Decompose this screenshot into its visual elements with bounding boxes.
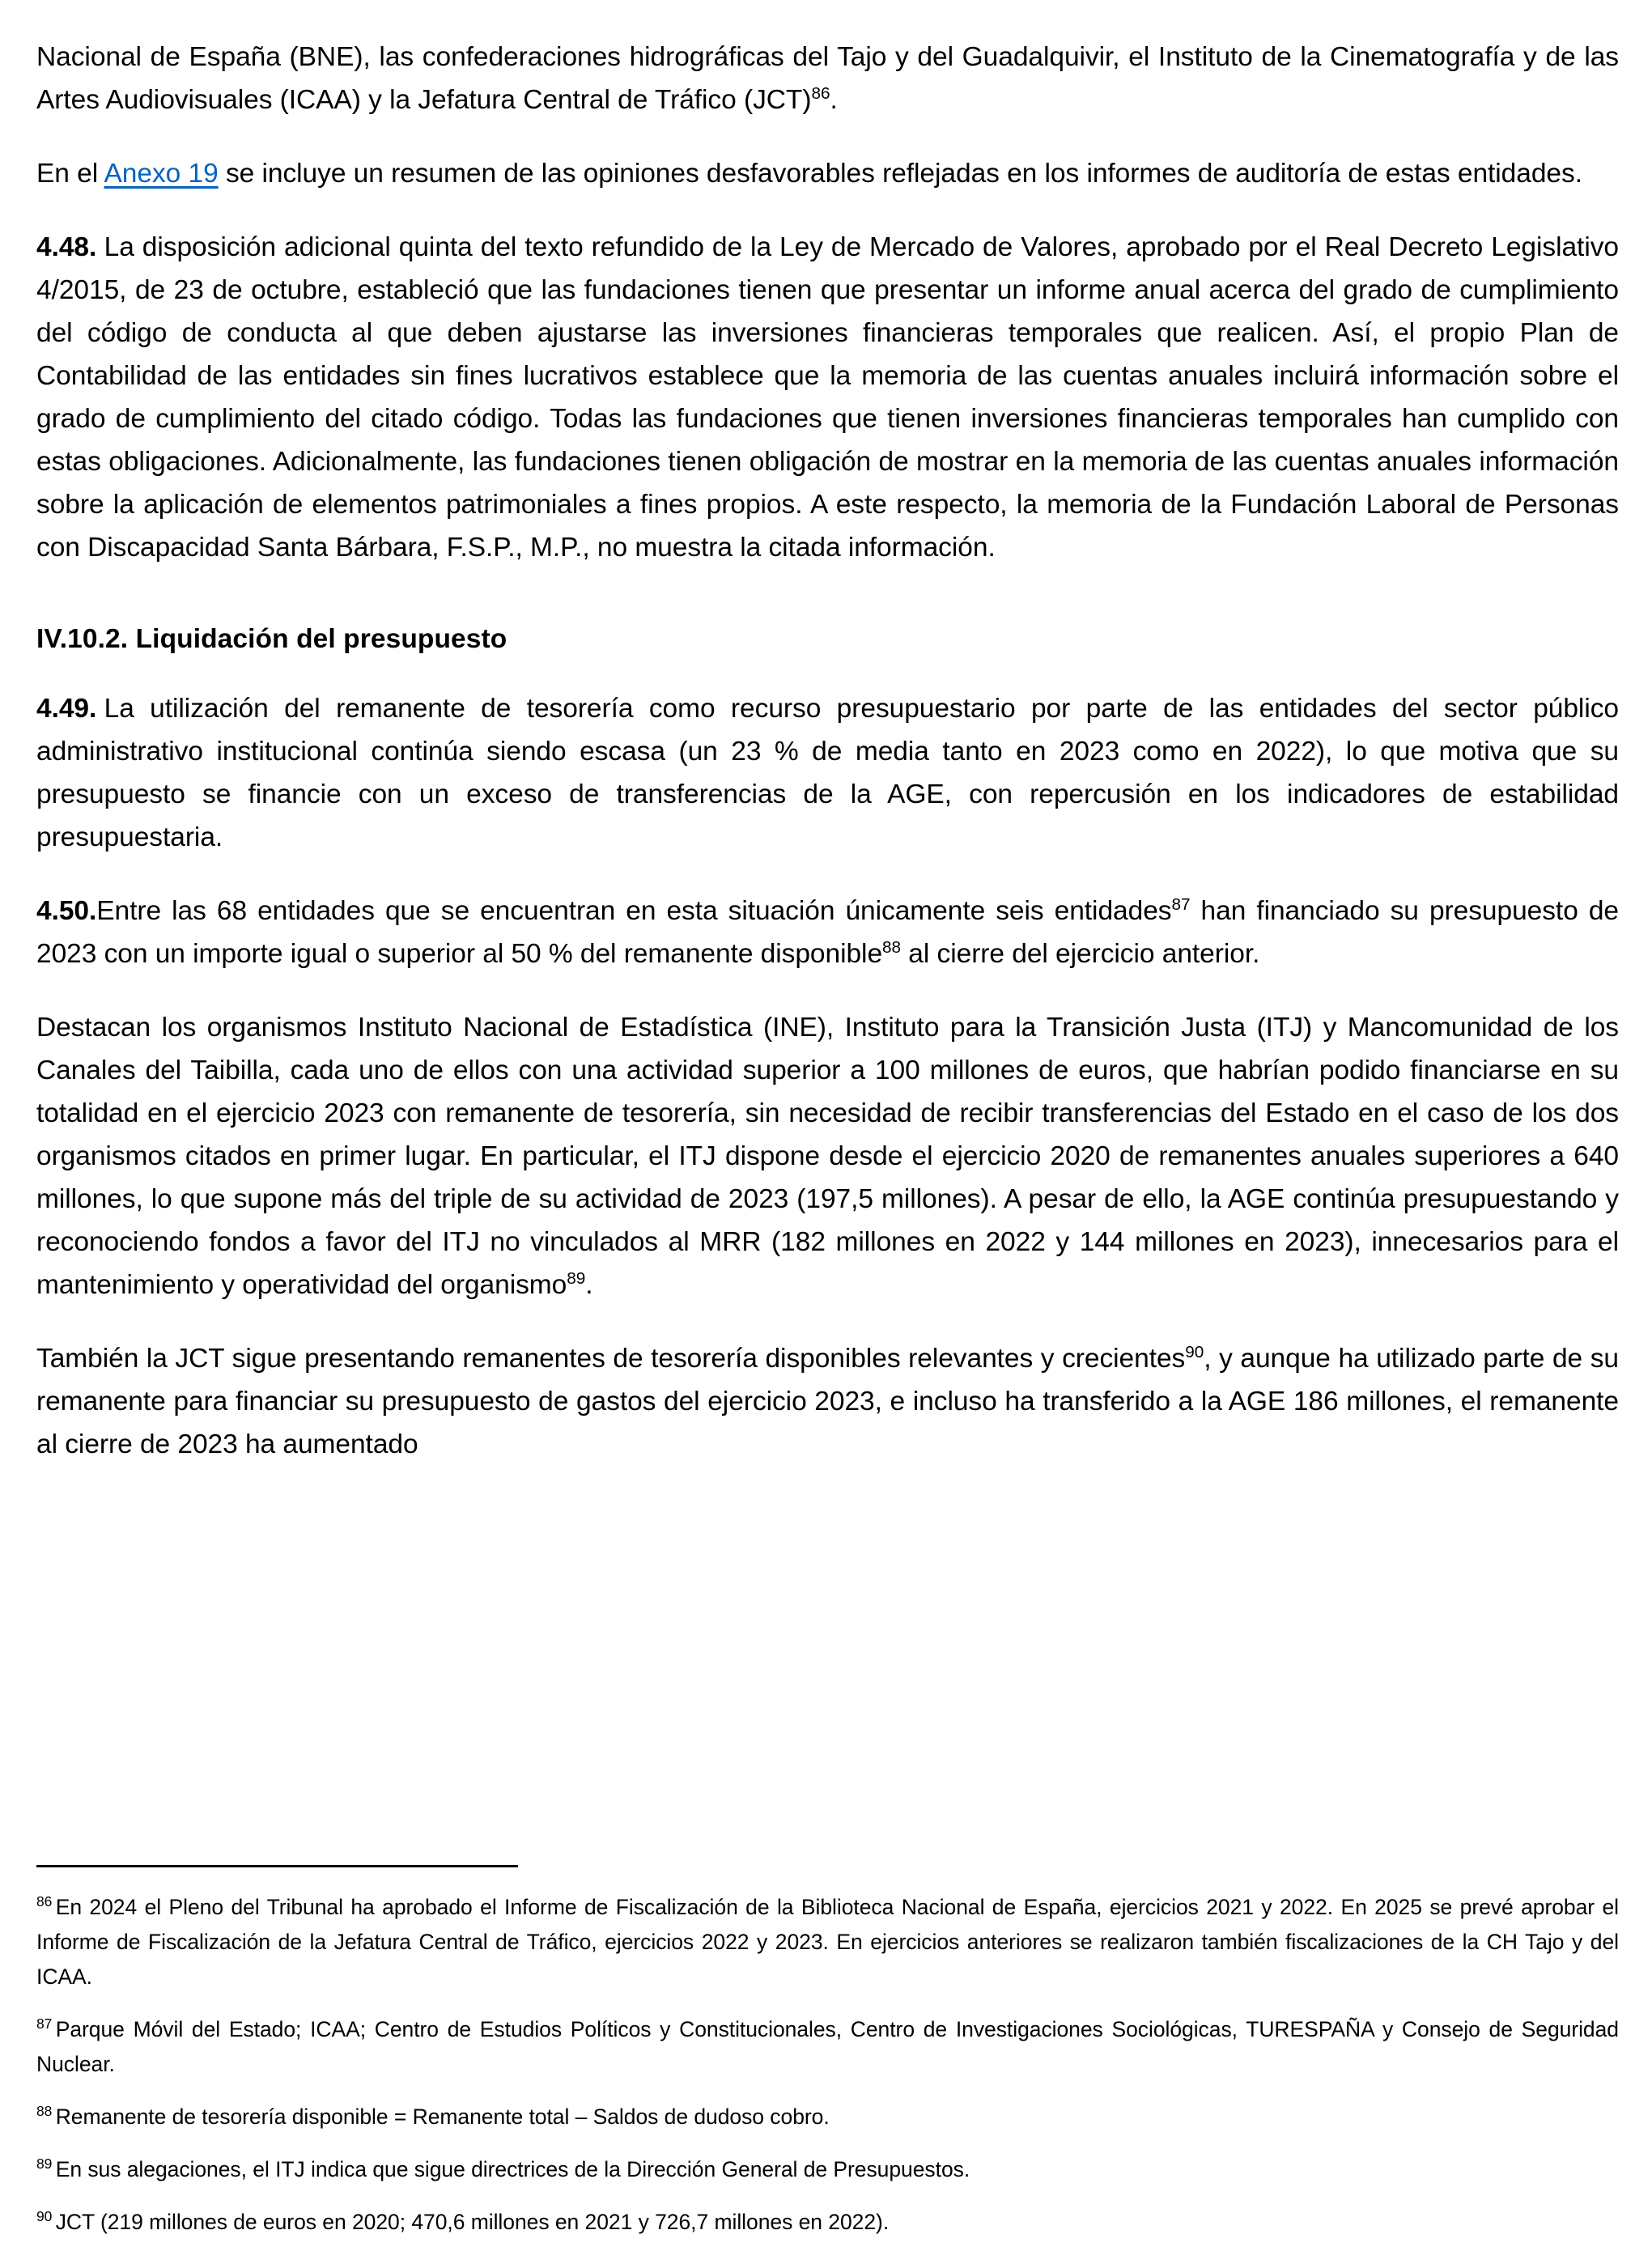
paragraph-4-49-text: La utilización del remanente de tesorería como recurso presupuestario por parte de las entidades del sector público administrativo institucional continúa siendo escasa (un 23 % de media tanto en 2023 como en 2022), lo que motiva que su presupuesto se financie con un exceso de transferencias de la AGE, con repercusión en los indicadores de estabilidad presupuestaria. [36,694,1619,852]
section-heading-iv-10-2: IV.10.2. Liquidación del presupuesto [36,624,507,654]
paragraph-jct-text-1: También la JCT sigue presentando remanentes de tesorería disponibles relevantes y crecientes [36,1344,1186,1374]
heading-spacer [36,600,1619,621]
paragraph-anexo-prefix: En el [36,159,104,189]
paragraph-continuation-text: Nacional de España (BNE), las confederaciones hidrográficas del Tajo y del Guadalquivir, el Instituto de la Cinematografía y de las Artes Audiovisuales (ICAA) y la Jefatura Central de Tráfico (JCT) [36,42,1619,115]
footnote-marker-90: 90 [36,2208,53,2225]
paragraph-4-50-text-3: al cierre del ejercicio anterior. [901,939,1260,969]
footnote-marker-86: 86 [36,1893,53,1910]
paragraph-4-48 [36,226,1619,569]
paragraph-4-49 [36,687,1619,859]
footnote-88 [36,2100,1619,2134]
footnote-ref-87[interactable]: 87 [1171,894,1191,914]
paragraph-4-50-number: 4.50. [36,896,97,926]
footnote-89 [36,2152,1619,2187]
paragraph-4-50-text-2: han financiado su presupuesto de 2023 con un importe igual o superior al 50 % del remanente disponible [36,896,1619,969]
footnote-86 [36,1890,1619,1994]
paragraph-4-50-text-1: Entre las 68 entidades que se encuentran en esta situación únicamente seis entidades [96,896,1172,926]
footnote-text-89: En sus alegaciones, el ITJ indica que sigue directrices de la Dirección General de Presupuestos. [55,2157,970,2181]
footnote-text-87: Parque Móvil del Estado; ICAA; Centro de Estudios Políticos y Constitucionales, Centro de Investigaciones Sociológicas, TURESPAÑA y Consejo de Seguridad Nuclear. [36,2017,1619,2076]
footnote-ref-86[interactable]: 86 [811,83,830,103]
footnote-marker-88: 88 [36,2103,53,2120]
footnote-87 [36,2012,1619,2082]
footnote-text-86: En 2024 el Pleno del Tribunal ha aprobado el Informe de Fiscalización de la Biblioteca Nacional de España, ejercicios 2021 y 2022. En 2025 se prevé aprobar el Informe de Fiscalización de la Jefatura Central de Tráfico, ejercicios 2022 y 2023. En ejercicios anteriores se realizaron también fiscalizaciones de la CH Tajo y del ICAA. [36,1895,1619,1989]
footnote-ref-89[interactable]: 89 [567,1268,586,1288]
paragraph-anexo [36,152,1619,195]
paragraph-destacan [36,1006,1619,1306]
footnote-text-90: JCT (219 millones de euros en 2020; 470,6 millones en 2021 y 726,7 millones en 2022). [55,2210,890,2234]
footnote-text-88: Remanente de tesorería disponible = Remanente total – Saldos de dudoso cobro. [55,2105,830,2129]
footnote-ref-88[interactable]: 88 [882,937,902,957]
footnote-marker-87: 87 [36,2016,53,2032]
paragraph-destacan-text: Destacan los organismos Instituto Nacional de Estadística (INE), Instituto para la Transición Justa (ITJ) y Mancomunidad de los Canales del Taibilla, cada uno de ellos con una actividad superior a 100 millones de euros, que habrían podido financiarse en su totalidad en el ejercicio 2023 con remanente de tesorería, sin necesidad de recibir transferencias del Estado en el caso de los dos organismos citados en primer lugar. En particular, el ITJ dispone desde el ejercicio 2020 de remanentes anuales superiores a 640 millones, lo que supone más del triple de su actividad de 2023 (197,5 millones). A pesar de ello, la AGE continúa presupuestando y reconociendo fondos a favor del ITJ no vinculados al MRR (182 millones en 2022 y 144 millones en 2023), innecesarios para el mantenimiento y operatividad del organismo [36,1013,1619,1300]
footnotes-section [36,1865,1619,2240]
footnote-separator-rule [36,1865,518,1867]
paragraph-continuation [36,36,1619,121]
footnote-90 [36,2205,1619,2240]
paragraph-jct-text-2: , y aunque ha utilizado parte de su remanente para financiar su presupuesto de gastos del ejercicio 2023, e incluso ha transferido a la AGE 186 millones, el remanente al cierre de 2023 ha aumentado [36,1344,1619,1459]
footnote-marker-89: 89 [36,2156,53,2173]
paragraph-4-50 [36,890,1619,975]
paragraph-destacan-tail: . [585,1270,593,1300]
paragraph-4-48-text: La disposición adicional quinta del texto refundido de la Ley de Mercado de Valores, aprobado por el Real Decreto Legislativo 4/2015, de 23 de octubre, estableció que las fundaciones tienen que presentar un informe anual acerca del grado de cumplimiento del código de conducta al que deben ajustarse las inversiones financieras temporales que realicen. Así, el propio Plan de Contabilidad de las entidades sin fines lucrativos establece que la memoria de las cuentas anuales incluirá información sobre el grado de cumplimiento del citado código. Todas las fundaciones que tienen inversiones financieras temporales han cumplido con estas obligaciones. Adicionalmente, las fundaciones tienen obligación de mostrar en la memoria de las cuentas anuales información sobre la aplicación de elementos patrimoniales a fines propios. A este respecto, la memoria de la Fundación Laboral de Personas con Discapacidad Santa Bárbara, F.S.P., M.P., no muestra la citada información. [36,232,1619,563]
footnote-ref-90[interactable]: 90 [1185,1342,1204,1361]
paragraph-4-49-number: 4.49. [36,694,97,724]
paragraph-anexo-suffix: se incluye un resumen de las opiniones desfavorables reflejadas en los informes de auditoría de estas entidades. [218,159,1582,189]
paragraph-4-48-number: 4.48. [36,232,97,262]
paragraph-jct [36,1337,1619,1466]
document-body [36,36,1619,1466]
anexo-19-link[interactable]: Anexo 19 [104,159,219,189]
paragraph-continuation-tail: . [830,85,838,115]
